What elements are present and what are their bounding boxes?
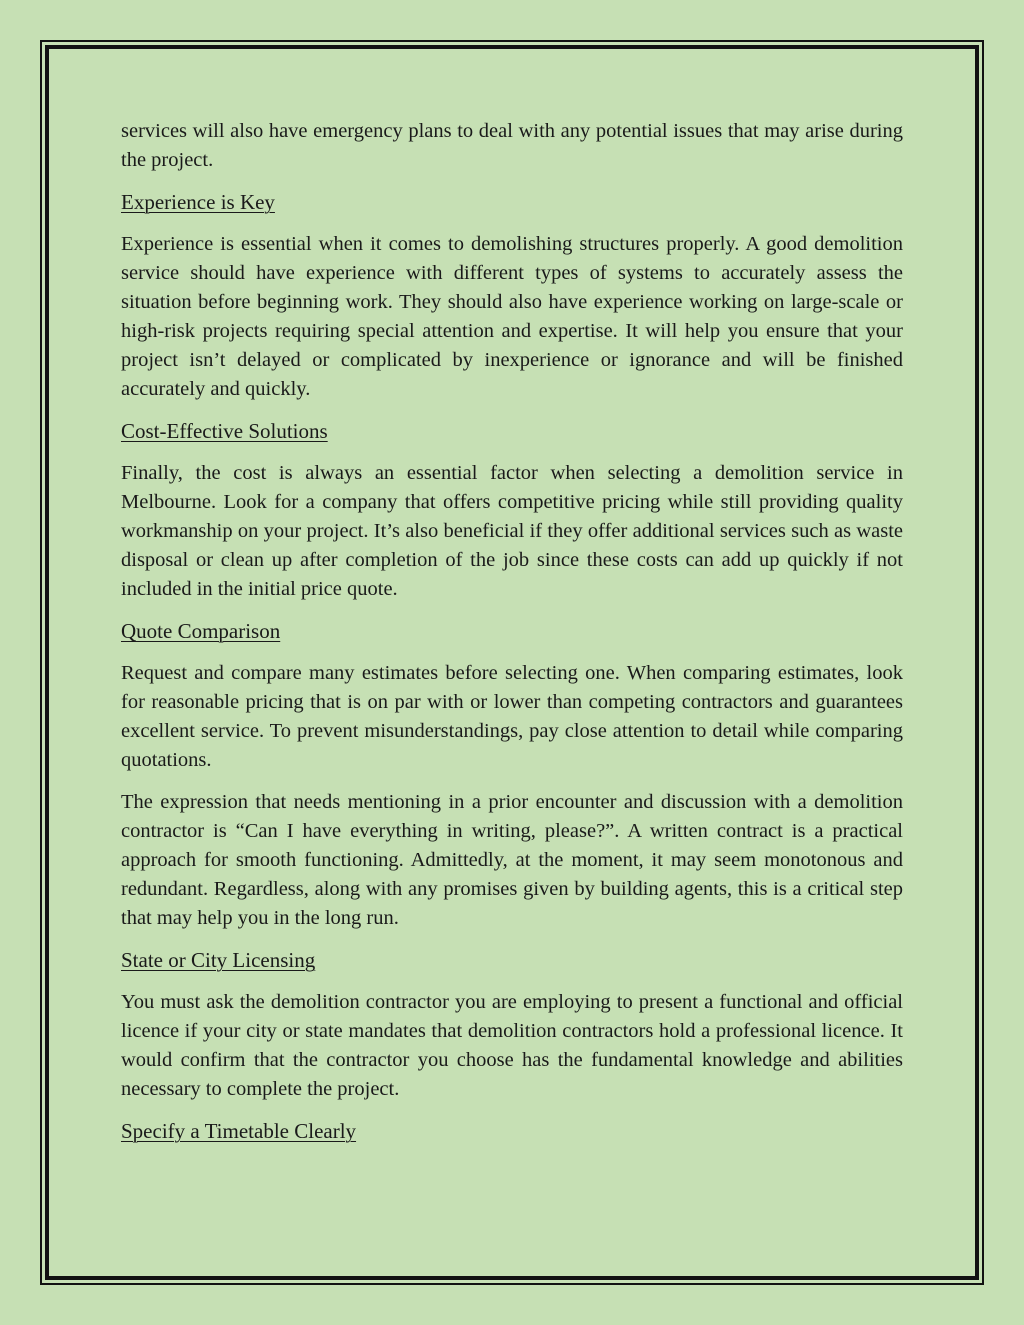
heading-experience: Experience is Key	[121, 190, 275, 214]
paragraph-emergency-plans: services will also have emergency plans to deal with any potential issues that may arise during the project.	[121, 120, 903, 171]
heading-cost-effective: Cost-Effective Solutions	[121, 419, 328, 443]
paragraph-licensing: You must ask the demolition contractor you are employing to present a functional and official licence if your city or state mandates that demolition contractors hold a professional licence. It would confirm that the contractor you choose has the fundamental knowledge and abilities necessary to complete the project.	[121, 991, 903, 1100]
heading-licensing: State or City Licensing	[121, 948, 316, 972]
heading-quote-comparison: Quote Comparison	[121, 619, 281, 643]
document-body	[121, 117, 903, 1159]
paragraph-cost: Finally, the cost is always an essential factor when selecting a demolition service in Melbourne. Look for a company that offers competitive pricing while still providing quality workmanship on your project. It’s also beneficial if they offer additional services such as waste disposal or clean up after completion of the job since these costs can add up quickly if not included in the initial price quote.	[121, 462, 903, 600]
paragraph-experience: Experience is essential when it comes to demolishing structures properly. A good demolition service should have experience with different types of systems to accurately assess the situation before beginning work. They should also have experience working on large-scale or high-risk projects requiring special attention and expertise. It will help you ensure that your project isn’t delayed or complicated by inexperience or ignorance and will be finished accurately and quickly.	[121, 233, 903, 400]
paragraph-written-contract: The expression that needs mentioning in a prior encounter and discussion with a demolition contractor is “Can I have everything in writing, please?”. A written contract is a practical approach for smooth functioning. Admittedly, at the moment, it may seem monotonous and redundant. Regardless, along with any promises given by building agents, this is a critical step that may help you in the long run.	[121, 791, 903, 929]
paragraph-quote-comparison: Request and compare many estimates before selecting one. When comparing estimates, look for reasonable pricing that is on par with or lower than competing contractors and guarantees excellent service. To prevent misunderstandings, pay close attention to detail while comparing quotations.	[121, 662, 903, 771]
heading-timetable: Specify a Timetable Clearly	[121, 1119, 357, 1143]
